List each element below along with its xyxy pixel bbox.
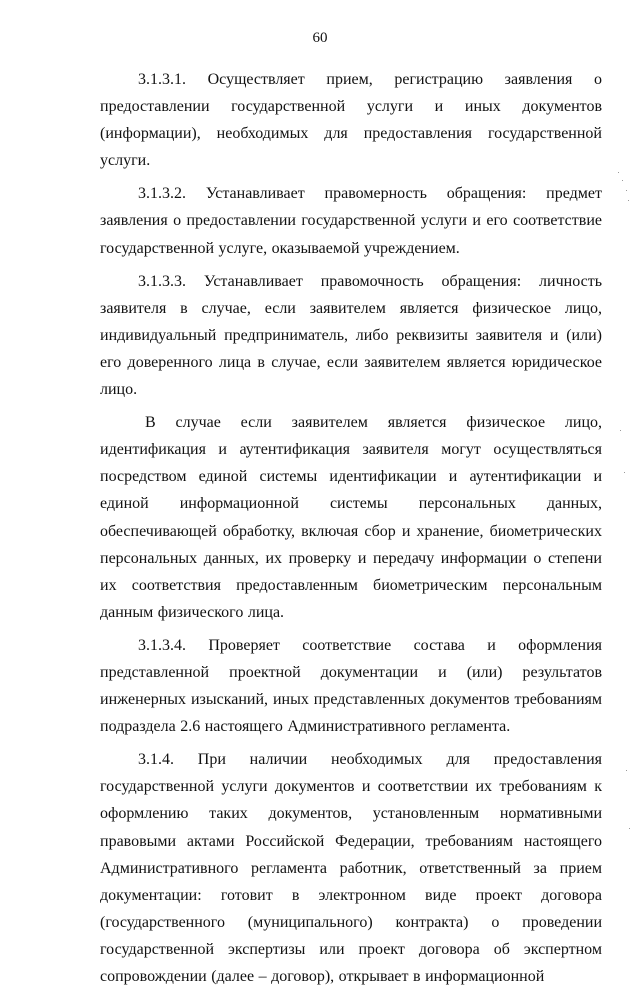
scan-artifact — [626, 770, 627, 771]
scan-artifact — [628, 200, 629, 201]
scan-artifact — [622, 180, 623, 181]
paragraph-identification: В случае если заявителем является физическое лицо, идентификация и аутентификация заявителя могут осуществляться посредством единой системы идентификации и аутентификации и единой информационной системы персональных данных, обеспечивающей обработку, включая сбор и хранение, биометрических персональных данных, их проверку и передачу информации о степени их соответствия предоставленным биометрическим персональным данным физического лица. — [100, 414, 602, 621]
document-body — [100, 66, 602, 996]
scan-artifact — [626, 190, 627, 191]
paragraph-3-1-3-2: 3.1.3.2. Устанавливает правомерность обращения: предмет заявления о предоставлении государственной услуги и его соответствие государственной услуге, оказываемой учреждением. — [100, 185, 602, 257]
scan-artifact — [629, 828, 630, 829]
scan-artifact — [620, 430, 621, 431]
paragraph-3-1-4: 3.1.4. При наличии необходимых для предоставления государственной услуги документов и соответствии их требованиям к оформлению таких документов, установленным нормативными правовыми актами Российской Федерации, требованиям настоящего Административного регламента работник, ответственный за прием документации: готовит в электронном виде проект договора (государственного (муниципального) контракта) о проведении государственной экспертизы или проект договора об экспертном сопровождении (далее – договор), открывает в информационной — [100, 751, 602, 985]
page-number: 60 — [312, 30, 328, 46]
paragraph-3-1-3-4: 3.1.3.4. Проверяет соответствие состава и оформления представленной проектной документации и (или) результатов инженерных изысканий, иных представленных документов требованиям подраздела 2.6 настоящего Административного регламента. — [100, 636, 602, 736]
scan-artifact — [618, 172, 619, 173]
paragraph-3-1-3-1: 3.1.3.1. Осуществляет прием, регистрацию заявления о предоставлении государственной услуги и иных документов (информации), необходимых для предоставления государственной услуги. — [100, 71, 602, 170]
scan-artifact — [624, 472, 625, 473]
paragraph-3-1-3-3: 3.1.3.3. Устанавливает правомочность обращения: личность заявителя в случае, если заявителем является физическое лицо, индивидуальный предприниматель, либо реквизиты заявителя и (или) его доверенного лица в случае, если заявителем является юридическое лицо. — [100, 272, 602, 399]
